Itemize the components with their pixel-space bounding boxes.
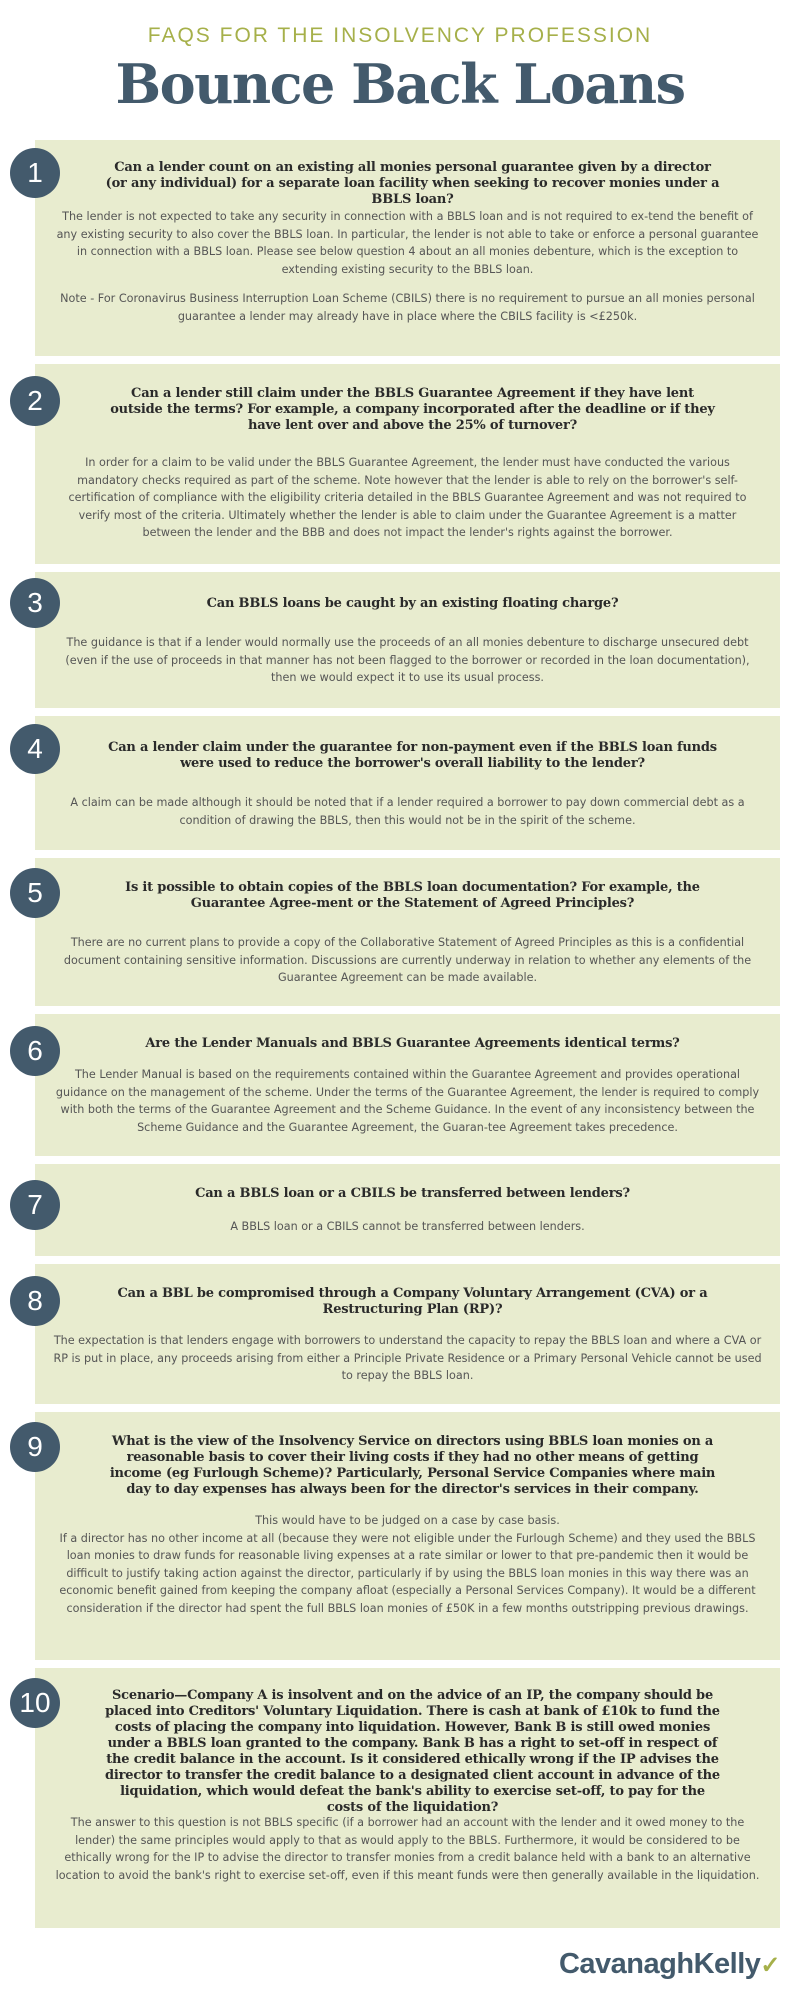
faq-answer-text: There are no current plans to provide a copy of the Collaborative Statement of Agreed Principles as this is a confidential document containing sensitive information. Discussions are currently underway in relation to whether any elements of the Guarantee Agreement can be made available. xyxy=(63,936,752,984)
faq-answer-note: Note - For Coronavirus Business Interruption Loan Scheme (CBILS) there is no requirement to pursue an all monies personal guarantee a lender may already have in place where the CBILS facility is <£250k. xyxy=(60,292,755,323)
faq-card-3 xyxy=(27,572,780,708)
faq-question: Can a lender claim under the guarantee for non-payment even if the BBLS loan funds were used to reduce the borrower's overall liability to the lender? xyxy=(108,740,717,771)
faq-answer-text: The expectation is that lenders engage with borrowers to understand the capacity to repay the BBLS loan and where a CVA or RP is put in place, any proceeds arising from either a Principle Private Residence or a Primary Personal Vehicle cannot be used to repay the BBLS loan. xyxy=(53,1334,762,1382)
faq-number-badge: 8 xyxy=(10,1276,60,1326)
faq-card-10 xyxy=(19,1668,780,1928)
faq-answer-text: A BBLS loan or a CBILS cannot be transferred between lenders. xyxy=(230,1220,585,1233)
faq-question: Can a lender count on an existing all monies personal guarantee given by a director (or any individual) for a separate loan facility when seeking to recover monies under a BBLS loan? xyxy=(105,160,720,207)
faq-question: Can a lender still claim under the BBLS Guarantee Agreement if they have lent outside the terms? For example, a company incorporated after the deadline or if they have lent over and above the 25% of turnover? xyxy=(110,386,715,433)
faq-answer xyxy=(35,1332,780,1385)
faq-number-badge: 2 xyxy=(10,376,60,426)
faq-number-badge: 1 xyxy=(10,148,60,198)
faq-number-badge: 5 xyxy=(10,868,60,918)
checkmark-swoosh-icon: ✓ xyxy=(760,1952,780,1979)
faq-question: Scenario—Company A is insolvent and on the advice of an IP, the company should be placed into Creditors' Voluntary Liquidation. There is cash at bank of £10k to fund the costs of placing the company into liquidation. However, Bank B is still owed monies under a BBLS loan granted to the company. Bank B has a right to set-off in respect of the credit balance in the account. Is it considered ethically wrong if the IP advises the director to transfer the credit balance to a designated client account in advance of the liquidation, which would defeat the bank's ability to exercise set-off, to pay for the costs of the liquidation? xyxy=(105,1688,721,1815)
faq-card-6 xyxy=(27,1014,780,1156)
faq-question: Are the Lender Manuals and BBLS Guarantee Agreements identical terms? xyxy=(145,1036,680,1051)
faq-answer-text: The lender is not expected to take any security in connection with a BBLS loan and is not required to ex-tend the benefit of any existing security to also cover the BBLS loan. In particular, the lender is not able to take or enforce a personal guarantee in connection with a BBLS loan. Please see below question 4 about an all monies debenture, which is the exception to extending existing security to the BBLS loan. xyxy=(56,210,759,276)
faq-answer xyxy=(35,794,780,829)
faq-answer-text: A claim can be made although it should be noted that if a lender required a borrower to pay down commercial debt as a condition of drawing the BBLS, then this would not be in the spirit of the scheme. xyxy=(70,796,745,827)
faq-question: Can a BBLS loan or a CBILS be transferred between lenders? xyxy=(195,1186,630,1201)
page-subtitle: FAQS FOR THE INSOLVENCY PROFESSION xyxy=(147,24,653,47)
faq-number-badge: 9 xyxy=(10,1422,60,1472)
faq-number-badge: 10 xyxy=(10,1678,60,1728)
faq-answer xyxy=(35,1814,780,1884)
faq-number-badge: 3 xyxy=(10,578,60,628)
faq-answer-text: The guidance is that if a lender would normally use the proceeds of an all monies debenture to discharge unsecured debt (even if the use of proceeds in that manner has not been flagged to the borrower or recorded in the loan documentation), then we would expect it to use its usual process. xyxy=(65,636,750,684)
faq-card-9 xyxy=(27,1412,780,1660)
faq-card-4 xyxy=(27,716,780,850)
faq-question: Can BBLS loans be caught by an existing floating charge? xyxy=(206,596,619,611)
faq-answer xyxy=(35,634,780,687)
faq-question: What is the view of the Insolvency Service on directors using BBLS loan monies on a reasonable basis to cover their living costs if they had no other means of getting income (eg Furlough Scheme)? Particularly, Personal Service Companies where main day to day expenses has always been for the director's services in their company. xyxy=(109,1434,716,1497)
faq-answer xyxy=(35,934,780,987)
faq-answer xyxy=(35,1066,780,1136)
faq-answer xyxy=(35,1512,780,1617)
faq-question: Can a BBL be compromised through a Company Voluntary Arrangement (CVA) or a Restructuring Plan (RP)? xyxy=(117,1286,708,1317)
faq-card-5 xyxy=(27,858,780,1006)
faq-number-badge: 6 xyxy=(10,1026,60,1076)
faq-number-badge: 4 xyxy=(10,724,60,774)
logo-text: CavanaghKelly xyxy=(558,1948,761,1980)
faq-answer-text: The Lender Manual is based on the requirements contained within the Guarantee Agreement and provides operational guidance on the management of the scheme. Under the terms of the Guarantee Agreement, the lender is required to comply with both the terms of the Guarantee Agreement and the Scheme Guidance. In the event of any inconsistency between the Scheme Guidance and the Guarantee Agreement, the Guaran-tee Agreement takes precedence. xyxy=(55,1068,760,1134)
faq-answer-text: In order for a claim to be valid under the BBLS Guarantee Agreement, the lender must have conducted the various mandatory checks required as part of the scheme. Note however that the lender is able to rely on the borrower's self-certification of compliance with the eligibility criteria detailed in the BBLS Guarantee Agreement and was not required to verify most of the criteria. Ultimately whether the lender is able to claim under the Guarantee Agreement is a matter between the lender and the BBB and does not impact the lender's rights against the borrower. xyxy=(68,456,747,539)
faq-card-7 xyxy=(27,1164,780,1256)
faq-answer-note: If a director has no other income at all (because they were not eligible under the Furlough Scheme) and they used the BBLS loan monies to draw funds for reasonable living expenses at a rate similar or lower to that pre-pandemic then it would be difficult to justify taking action against the director, particularly if by using the BBLS loan monies in this way there was an economic benefit gained from keeping the company afloat (especially a Personal Services Company). It would be a different consideration if the director had spent the full BBLS loan monies of £50K in a few months outstripping previous drawings. xyxy=(59,1531,756,1615)
faq-card-8 xyxy=(27,1264,780,1404)
page-title: Bounce Back Loans xyxy=(115,52,685,116)
faq-answer xyxy=(35,454,780,542)
faq-answer-text: This would have to be judged on a case by case basis. xyxy=(255,1514,560,1527)
company-logo xyxy=(559,1948,780,1981)
faq-answer-text: The answer to this question is not BBLS specific (if a borrower had an account with the lender and it owed money to the lender) the same principles would apply to that as would apply to the BBLS. Furthermore, it would be considered to be ethically wrong for the IP to advise the director to transfer monies from a credit balance held with a bank to an alternative location to avoid the bank's right to exercise set-off, even if this meant funds were then generally available in the liquidation. xyxy=(55,1816,760,1882)
faq-answer xyxy=(35,208,780,325)
faq-card-1 xyxy=(27,140,780,356)
faq-answer xyxy=(35,1218,780,1236)
faq-number-badge: 7 xyxy=(10,1180,60,1230)
faq-card-2 xyxy=(27,364,780,564)
faq-question: Is it possible to obtain copies of the BBLS loan documentation? For example, the Guarantee Agree-ment or the Statement of Agreed Principles? xyxy=(125,880,700,911)
